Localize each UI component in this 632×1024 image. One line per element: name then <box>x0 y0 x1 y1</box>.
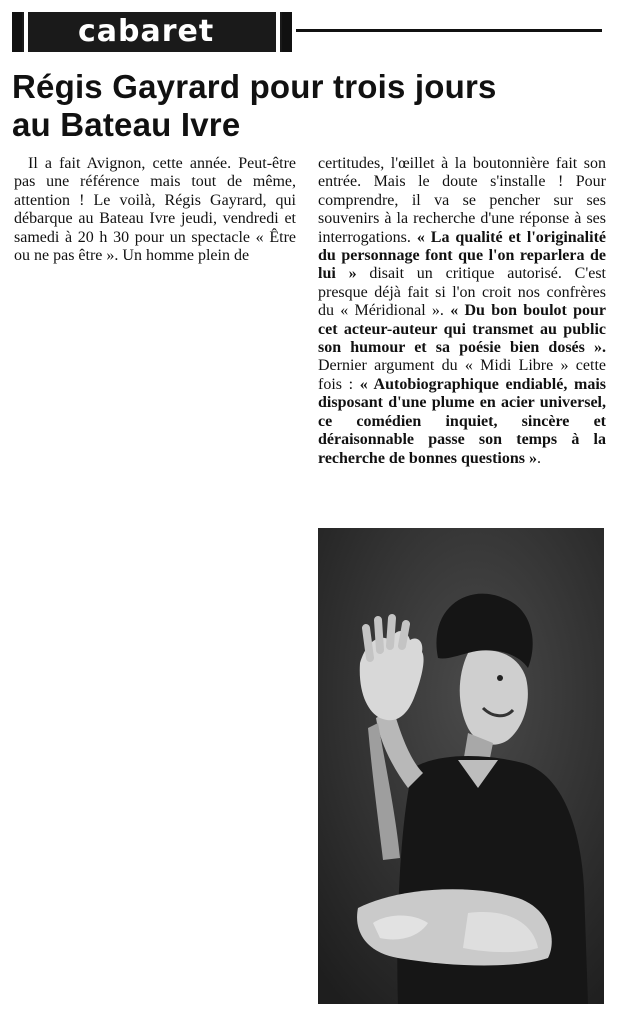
critic-quote: « La qualité et l'originalité du personnage font que l'on reparlera de lui » <box>318 228 607 283</box>
rubric-box <box>12 12 292 52</box>
rubric-stripe <box>276 12 280 52</box>
left-paragraph: Il a fait Avignon, cette année. Peut-être pas une référence mais tout de même, attention ! Le voilà, Régis Gayrard, qui débarque au Bateau Ivre jeudi, vendredi et samedi à 20 h 30 pour un spectacle « Être ou ne pas être ». Un homme plein de <box>14 155 296 265</box>
performer-photo <box>318 528 604 1004</box>
headline <box>12 68 622 144</box>
headline-line-1: Régis Gayrard pour trois jours <box>12 68 497 105</box>
rubric-label: cabaret <box>78 14 215 49</box>
right-intro: certitudes, l'œillet à la boutonnière fait son entrée. Mais le doute s'installe ! Pour comprendre, il va se pencher sur ses souvenirs à la recherche d'une réponse à ses interrogations. <box>318 155 606 246</box>
left-column <box>14 155 296 265</box>
meridional-quote: « Du bon boulot pour cet acteur-auteur qui transmet au public son humour et sa poésie bien dosés ». <box>318 302 607 357</box>
right-paragraph <box>318 155 606 468</box>
rubric-banner <box>12 12 296 56</box>
rubric-stripe <box>24 12 28 52</box>
midi-libre-quote: « Autobiographique endiablé, mais disposant d'une plume en acier universel, ce comédien inquiet, sincère et déraisonnable passe son temps à la recherche de bonnes questions » <box>318 375 606 467</box>
right-text-2: disait un critique autorisé. C'est presque déjà fait si l'on croit nos confrères du « Méridional ». <box>318 265 606 320</box>
performer-photo-illustration <box>318 528 604 1004</box>
rubric-rule <box>296 29 602 32</box>
right-column <box>318 155 606 468</box>
right-text-3: Dernier argument du « Midi Libre » cette fois : <box>318 357 606 393</box>
end-punctuation: . <box>536 449 541 467</box>
headline-line-2: au Bateau Ivre <box>12 106 241 143</box>
